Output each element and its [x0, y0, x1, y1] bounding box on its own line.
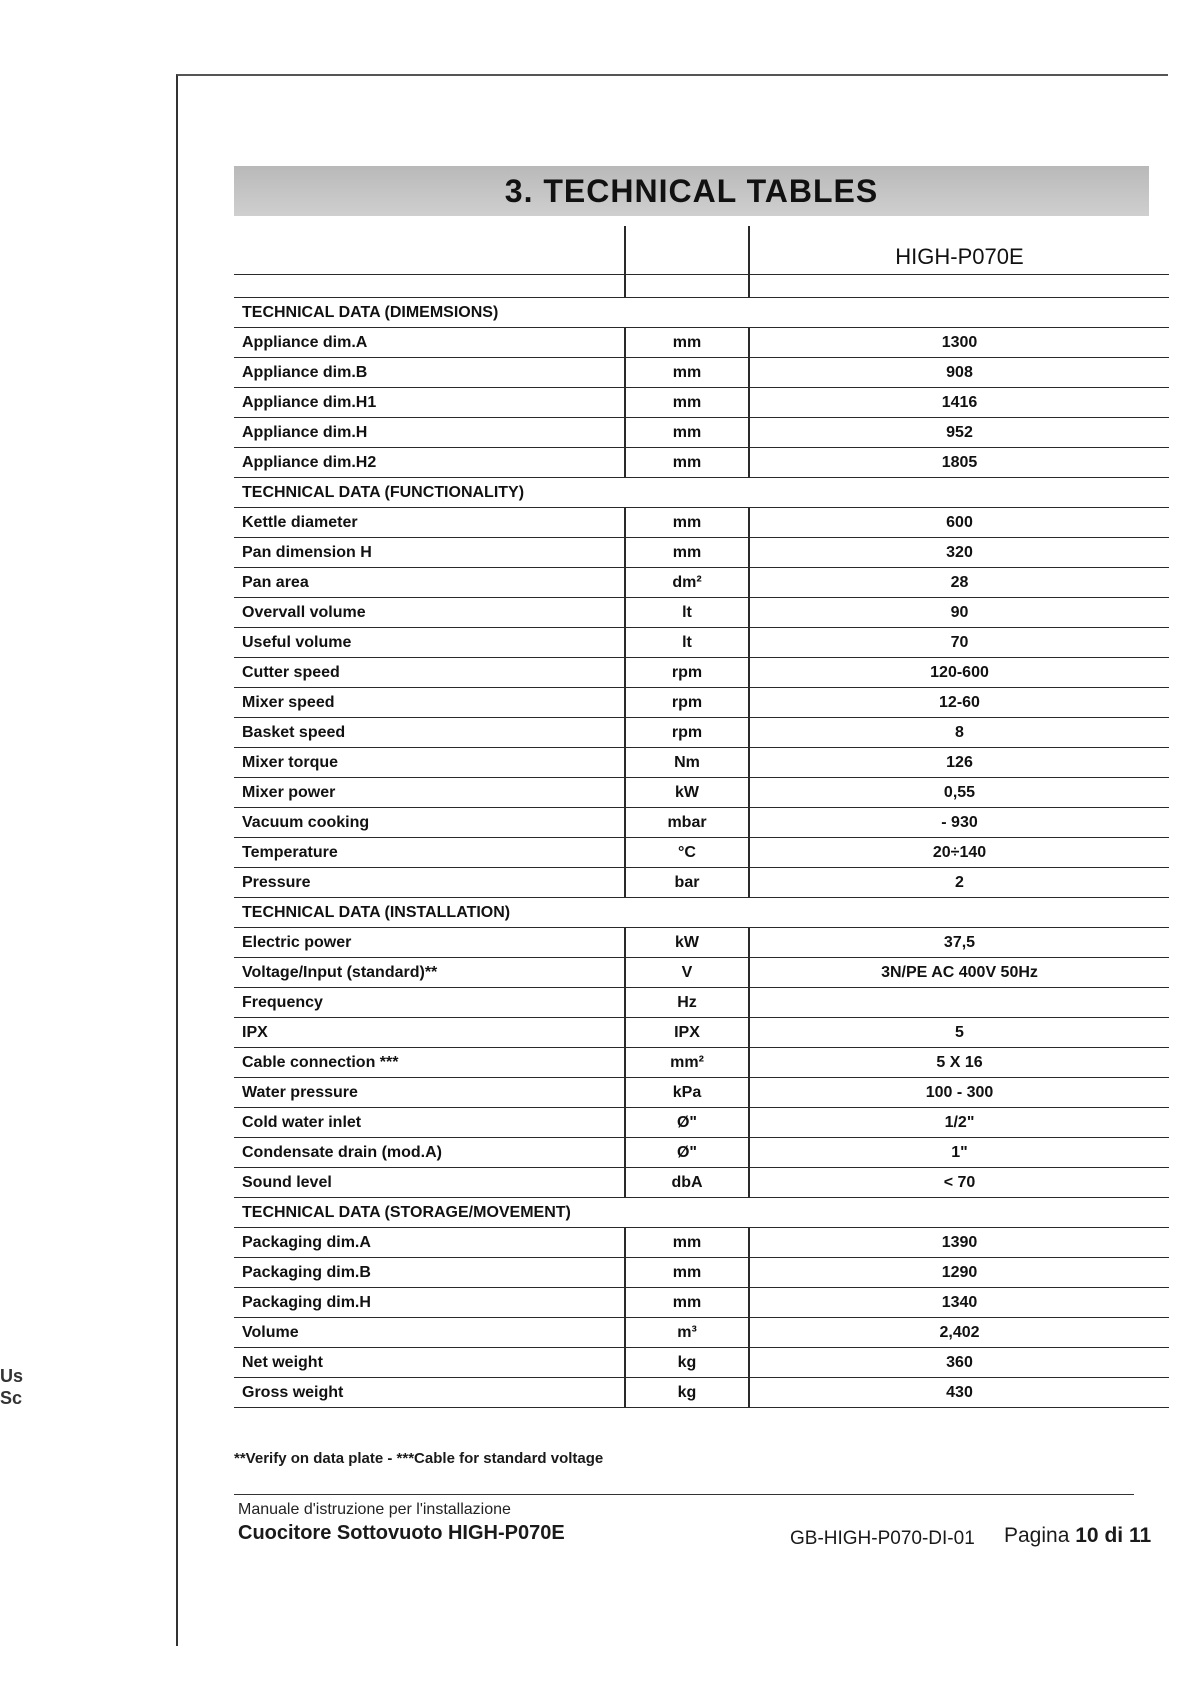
section-heading-row — [234, 1198, 1169, 1228]
row-unit: °C — [625, 838, 749, 868]
row-value: 1416 — [749, 388, 1169, 418]
row-label: Frequency — [234, 988, 625, 1018]
row-value: 28 — [749, 568, 1169, 598]
table-row — [234, 388, 1169, 418]
table-row — [234, 538, 1169, 568]
section-heading: TECHNICAL DATA (STORAGE/MOVEMENT) — [234, 1198, 1169, 1228]
footer-rule — [234, 1494, 1134, 1495]
row-unit: kg — [625, 1378, 749, 1408]
row-label: Water pressure — [234, 1078, 625, 1108]
table-row — [234, 658, 1169, 688]
margin-fragment-2: Sc — [0, 1388, 23, 1408]
row-unit: rpm — [625, 718, 749, 748]
row-label: Appliance dim.B — [234, 358, 625, 388]
row-label: Mixer speed — [234, 688, 625, 718]
row-value: 2,402 — [749, 1318, 1169, 1348]
row-label: Mixer torque — [234, 748, 625, 778]
footnote: **Verify on data plate - ***Cable for standard voltage — [234, 1450, 604, 1467]
model-header-row — [234, 226, 1169, 275]
title-bar — [234, 166, 1149, 216]
row-label: Cutter speed — [234, 658, 625, 688]
row-value: 1805 — [749, 448, 1169, 478]
row-unit: rpm — [625, 658, 749, 688]
row-value: 37,5 — [749, 928, 1169, 958]
table-row — [234, 1348, 1169, 1378]
row-value: 2 — [749, 868, 1169, 898]
row-label: Useful volume — [234, 628, 625, 658]
row-label: Appliance dim.H — [234, 418, 625, 448]
row-label: Sound level — [234, 1168, 625, 1198]
row-value: 1340 — [749, 1288, 1169, 1318]
page-total: 11 — [1128, 1524, 1152, 1547]
row-label: Net weight — [234, 1348, 625, 1378]
document-code: GB-HIGH-P070-DI-01 — [790, 1528, 975, 1549]
row-value: 0,55 — [749, 778, 1169, 808]
row-unit: dbA — [625, 1168, 749, 1198]
row-label: Packaging dim.A — [234, 1228, 625, 1258]
row-unit: mm — [625, 508, 749, 538]
row-unit: m³ — [625, 1318, 749, 1348]
row-unit: rpm — [625, 688, 749, 718]
row-value: 1300 — [749, 328, 1169, 358]
row-label: Pan area — [234, 568, 625, 598]
row-value: 360 — [749, 1348, 1169, 1378]
row-label: Packaging dim.H — [234, 1288, 625, 1318]
row-unit: kPa — [625, 1078, 749, 1108]
section-heading: TECHNICAL DATA (DIMEMSIONS) — [234, 298, 1169, 328]
row-label: IPX — [234, 1018, 625, 1048]
row-value: 320 — [749, 538, 1169, 568]
page-current: 10 — [1075, 1524, 1099, 1547]
row-value: 3N/PE AC 400V 50Hz — [749, 958, 1169, 988]
margin-fragment-1: Us — [0, 1366, 24, 1386]
table-row — [234, 448, 1169, 478]
table-row — [234, 568, 1169, 598]
row-value: 70 — [749, 628, 1169, 658]
row-unit: mm — [625, 328, 749, 358]
row-label: Electric power — [234, 928, 625, 958]
table-row — [234, 748, 1169, 778]
row-unit: IPX — [625, 1018, 749, 1048]
section-heading-row — [234, 298, 1169, 328]
table-row — [234, 988, 1169, 1018]
table-row — [234, 838, 1169, 868]
page-of: di — [1104, 1524, 1124, 1547]
table-row — [234, 328, 1169, 358]
row-value: 120-600 — [749, 658, 1169, 688]
row-unit: Ø" — [625, 1108, 749, 1138]
row-unit: mm — [625, 1228, 749, 1258]
row-value: 908 — [749, 358, 1169, 388]
row-unit: mm — [625, 388, 749, 418]
table-row — [234, 958, 1169, 988]
row-value: 1/2" — [749, 1108, 1169, 1138]
product-name: Cuocitore Sottovuoto HIGH-P070E — [238, 1522, 565, 1544]
row-unit: kW — [625, 778, 749, 808]
row-value: 600 — [749, 508, 1169, 538]
table-row — [234, 1288, 1169, 1318]
table-row — [234, 688, 1169, 718]
row-label: Pan dimension H — [234, 538, 625, 568]
row-unit: mm — [625, 448, 749, 478]
row-label: Condensate drain (mod.A) — [234, 1138, 625, 1168]
row-value: 1" — [749, 1138, 1169, 1168]
header-unit-cell — [625, 226, 749, 275]
row-value: 952 — [749, 418, 1169, 448]
row-unit: kg — [625, 1348, 749, 1378]
row-value: 90 — [749, 598, 1169, 628]
row-value — [749, 988, 1169, 1018]
row-unit: mm — [625, 538, 749, 568]
table-row — [234, 1258, 1169, 1288]
row-unit: bar — [625, 868, 749, 898]
row-value: < 70 — [749, 1168, 1169, 1198]
page-word: Pagina — [1004, 1524, 1070, 1547]
row-value: - 930 — [749, 808, 1169, 838]
table-row — [234, 1378, 1169, 1408]
section-heading-row — [234, 478, 1169, 508]
row-label: Appliance dim.H1 — [234, 388, 625, 418]
technical-table — [234, 226, 1169, 1408]
table-row — [234, 928, 1169, 958]
table-row — [234, 808, 1169, 838]
row-unit: mm — [625, 358, 749, 388]
row-label: Volume — [234, 1318, 625, 1348]
table-row — [234, 1018, 1169, 1048]
row-unit: Hz — [625, 988, 749, 1018]
row-unit: mm — [625, 1258, 749, 1288]
section-heading-row — [234, 898, 1169, 928]
row-unit: Ø" — [625, 1138, 749, 1168]
row-unit: mm — [625, 418, 749, 448]
table-row — [234, 1108, 1169, 1138]
row-label: Overvall volume — [234, 598, 625, 628]
row-label: Cable connection *** — [234, 1048, 625, 1078]
blank-row — [234, 275, 1169, 298]
table-row — [234, 508, 1169, 538]
table-row — [234, 1048, 1169, 1078]
row-unit: kW — [625, 928, 749, 958]
row-unit: V — [625, 958, 749, 988]
row-label: Gross weight — [234, 1378, 625, 1408]
row-label: Packaging dim.B — [234, 1258, 625, 1288]
row-value: 126 — [749, 748, 1169, 778]
row-value: 5 — [749, 1018, 1169, 1048]
row-value: 8 — [749, 718, 1169, 748]
row-label: Vacuum cooking — [234, 808, 625, 838]
table-row — [234, 1078, 1169, 1108]
table-row — [234, 1228, 1169, 1258]
table-row — [234, 1318, 1169, 1348]
table-row — [234, 718, 1169, 748]
row-label: Appliance dim.H2 — [234, 448, 625, 478]
row-value: 20÷140 — [749, 838, 1169, 868]
row-value: 1290 — [749, 1258, 1169, 1288]
row-value: 5 X 16 — [749, 1048, 1169, 1078]
section-heading: TECHNICAL DATA (INSTALLATION) — [234, 898, 1169, 928]
table-row — [234, 358, 1169, 388]
row-label: Pressure — [234, 868, 625, 898]
section-heading: TECHNICAL DATA (FUNCTIONALITY) — [234, 478, 1169, 508]
table-row — [234, 598, 1169, 628]
document-page — [176, 74, 1168, 1646]
row-label: Mixer power — [234, 778, 625, 808]
table-row — [234, 868, 1169, 898]
row-unit: Nm — [625, 748, 749, 778]
table-row — [234, 628, 1169, 658]
row-value: 12-60 — [749, 688, 1169, 718]
row-unit: mm — [625, 1288, 749, 1318]
row-unit: mm² — [625, 1048, 749, 1078]
row-label: Basket speed — [234, 718, 625, 748]
manual-label: Manuale d'istruzione per l'installazione — [238, 1501, 511, 1518]
row-value: 1390 — [749, 1228, 1169, 1258]
page-number — [1004, 1524, 1151, 1548]
row-unit: mbar — [625, 808, 749, 838]
model-name: HIGH-P070E — [749, 226, 1169, 275]
row-label: Appliance dim.A — [234, 328, 625, 358]
table-row — [234, 778, 1169, 808]
row-label: Temperature — [234, 838, 625, 868]
row-unit: lt — [625, 598, 749, 628]
row-value: 430 — [749, 1378, 1169, 1408]
technical-table-body — [234, 226, 1169, 1408]
table-row — [234, 1138, 1169, 1168]
table-row — [234, 418, 1169, 448]
row-value: 100 - 300 — [749, 1078, 1169, 1108]
table-row — [234, 1168, 1169, 1198]
row-label: Voltage/Input (standard)** — [234, 958, 625, 988]
row-unit: dm² — [625, 568, 749, 598]
row-label: Kettle diameter — [234, 508, 625, 538]
row-unit: lt — [625, 628, 749, 658]
row-label: Cold water inlet — [234, 1108, 625, 1138]
header-label-cell — [234, 226, 625, 275]
page-title: 3. TECHNICAL TABLES — [504, 172, 879, 209]
